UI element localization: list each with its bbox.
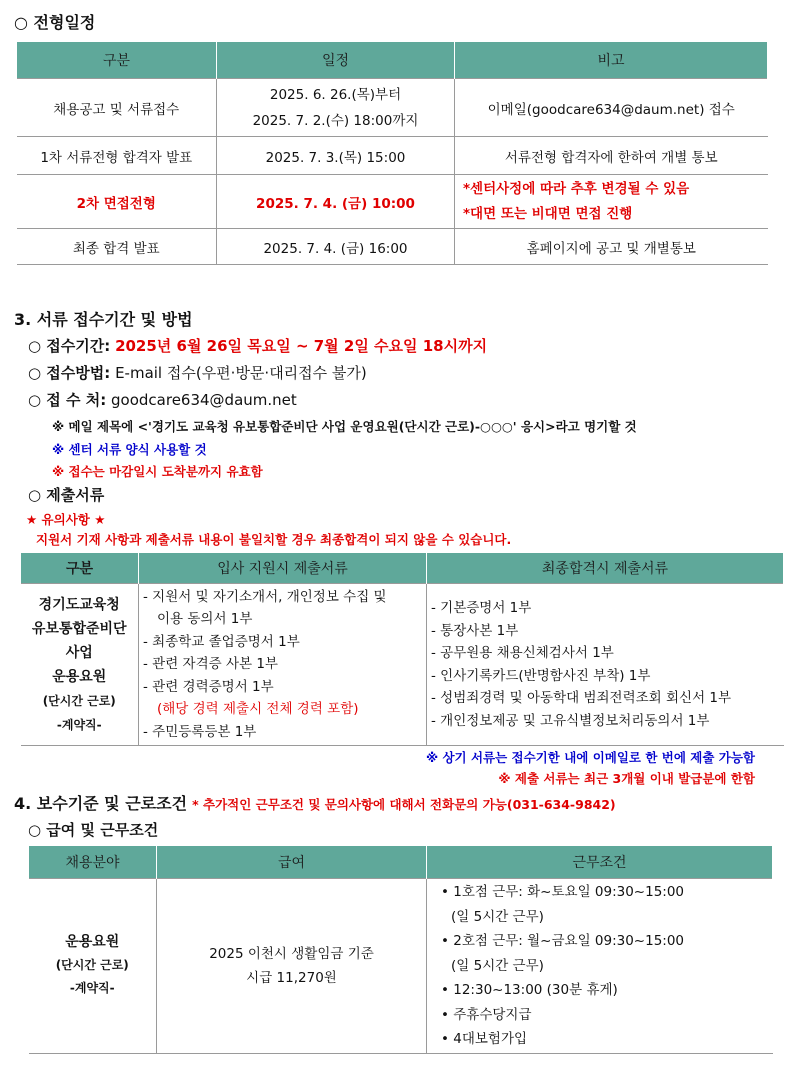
list-item: - 인사기록카드(반명함사진 부착) 1부 (431, 667, 651, 684)
cell-line: *센터사정에 따라 추후 변경될 수 있음 (463, 180, 690, 197)
method-line (28, 362, 367, 383)
conditions-cell (427, 879, 773, 1054)
list-item: - 관련 경력증명서 1부 (143, 678, 274, 695)
col-header: 구분 (21, 553, 139, 584)
list-item: • 12:30~13:00 (30분 휴게) (441, 982, 618, 998)
list-item: (일 5시간 근무) (451, 908, 544, 925)
list-item: 이용 동의서 1부 (157, 611, 253, 628)
caution-text: 지원서 기재 사항과 제출서류 내용이 불일치할 경우 최종합격이 되지 않을 수 있습니다. (36, 532, 512, 547)
section-4-heading-line (14, 791, 616, 814)
category-line: 사업 (65, 644, 93, 661)
category-line: -계약직- (56, 717, 102, 732)
place-line (28, 389, 297, 410)
period-label: ○ 접수기간: (28, 337, 111, 355)
cell: 서류전형 합격자에 한하여 개별 통보 (455, 137, 768, 175)
cell: 채용공고 및 서류접수 (17, 79, 217, 137)
documents-table (20, 553, 784, 746)
cell (217, 79, 455, 137)
category-cell (21, 584, 139, 746)
table-row (17, 175, 768, 229)
schedule-heading: ○ 전형일정 (14, 13, 96, 32)
col-header: 구분 (17, 42, 217, 79)
cell: 2025. 7. 4. (금) 16:00 (217, 229, 455, 265)
pay-header-row (29, 846, 773, 879)
cell (455, 175, 768, 229)
table-row (17, 229, 768, 265)
pay-line: 시급 11,270원 (246, 969, 337, 986)
category-line: (단시간 근로) (42, 693, 116, 708)
pay-table (28, 846, 773, 1054)
schedule-header-row (17, 42, 768, 79)
table-row (21, 584, 784, 746)
submission-note: ※ 상기 서류는 접수기한 내에 이메일로 한 번에 제출 가능함 (425, 750, 755, 765)
list-item: • 4대보험가입 (441, 1031, 528, 1047)
apply-docs-cell (139, 584, 427, 746)
field-line: (단시간 근로) (55, 958, 129, 973)
list-item: • 1호점 근무: 화~토요일 09:30~15:00 (441, 884, 685, 900)
list-item: (해당 경력 제출시 전체 경력 포함) (157, 701, 359, 718)
category-line: 유보통합준비단 (31, 620, 127, 637)
col-header: 채용분야 (29, 846, 157, 879)
cell: 최종 합격 발표 (17, 229, 217, 265)
list-item: - 통장사본 1부 (431, 622, 519, 639)
list-item: • 주휴수당지급 (441, 1006, 532, 1023)
cell-line: *대면 또는 비대면 면접 진행 (463, 205, 633, 222)
period-value: 2025년 6월 26일 목요일 ~ 7월 2일 수요일 18시까지 (115, 337, 488, 355)
col-header: 비고 (455, 42, 768, 79)
list-item: - 개인정보제공 및 고유식별정보처리동의서 1부 (431, 712, 710, 729)
pay-cell (157, 879, 427, 1054)
cell: 2차 면접전형 (17, 175, 217, 229)
list-item: - 주민등록등본 1부 (143, 723, 257, 740)
caution-title: ★ 유의사항 ★ (26, 512, 106, 527)
documents-header-row (21, 553, 784, 584)
cell-line: 2025. 6. 26.(목)부터 (269, 86, 402, 103)
list-item: - 기본증명서 1부 (431, 600, 532, 616)
cell: 2025. 7. 3.(목) 15:00 (217, 137, 455, 175)
cell: 2025. 7. 4. (금) 10:00 (217, 175, 455, 229)
table-row (17, 79, 768, 137)
list-item: - 공무원용 채용신체검사서 1부 (431, 645, 614, 661)
schedule-table (16, 42, 768, 265)
issue-date-note: ※ 제출 서류는 최근 3개월 이내 발급분에 한함 (498, 771, 755, 786)
list-item: - 성범죄경력 및 아동학대 범죄전력조회 회신서 1부 (431, 690, 732, 706)
cell: 이메일(goodcare634@daum.net) 접수 (455, 79, 768, 137)
list-item: (일 5시간 근무) (451, 957, 544, 974)
col-header: 근무조건 (427, 846, 773, 879)
place-label: ○ 접 수 처: (28, 391, 107, 409)
method-value: E-mail 접수(우편·방문·대리접수 불가) (115, 364, 367, 382)
table-row (17, 137, 768, 175)
pay-conditions-heading: ○ 급여 및 근무조건 (28, 821, 159, 839)
contact-note: * 추가적인 근무조건 및 문의사항에 대해서 전화문의 가능(031-634-9842) (192, 797, 616, 812)
final-docs-cell (427, 584, 784, 746)
table-row (29, 879, 773, 1054)
field-line: -계약직- (69, 981, 115, 996)
section-3-heading: 3. 서류 접수기간 및 방법 (14, 310, 193, 329)
field-cell (29, 879, 157, 1054)
list-item: • 2호점 근무: 월~금요일 09:30~15:00 (441, 933, 685, 949)
method-label: ○ 접수방법: (28, 364, 111, 382)
col-header: 입사 지원시 제출서류 (139, 553, 427, 584)
col-header: 급여 (157, 846, 427, 879)
category-line: 운용요원 (52, 668, 107, 685)
place-value: goodcare634@daum.net (111, 391, 297, 409)
deadline-note: ※ 접수는 마감일시 도착분까지 유효함 (52, 464, 263, 479)
docs-heading: ○ 제출서류 (28, 486, 105, 504)
col-header: 최종합격시 제출서류 (427, 553, 784, 584)
cell: 홈페이지에 공고 및 개별통보 (455, 229, 768, 265)
period-line (28, 335, 487, 356)
col-header: 일정 (217, 42, 455, 79)
mail-title-note: ※ 메일 제목에 <'경기도 교육청 유보통합준비단 사업 운영요원(단시간 근로)-○○○' 응시>라고 명기할 것 (52, 419, 637, 434)
field-line: 운용요원 (65, 934, 120, 951)
cell-line: 2025. 7. 2.(수) 18:00까지 (252, 112, 419, 129)
list-item: - 최종학교 졸업증명서 1부 (143, 633, 300, 650)
form-note: ※ 센터 서류 양식 사용할 것 (52, 442, 207, 457)
section-4-heading: 4. 보수기준 및 근로조건 (14, 794, 188, 813)
list-item: - 관련 자격증 사본 1부 (143, 656, 278, 673)
category-line: 경기도교육청 (38, 596, 120, 613)
pay-line: 2025 이천시 생활임금 기준 (209, 945, 374, 962)
cell: 1차 서류전형 합격자 발표 (17, 137, 217, 175)
list-item: - 지원서 및 자기소개서, 개인정보 수집 및 (143, 588, 387, 605)
